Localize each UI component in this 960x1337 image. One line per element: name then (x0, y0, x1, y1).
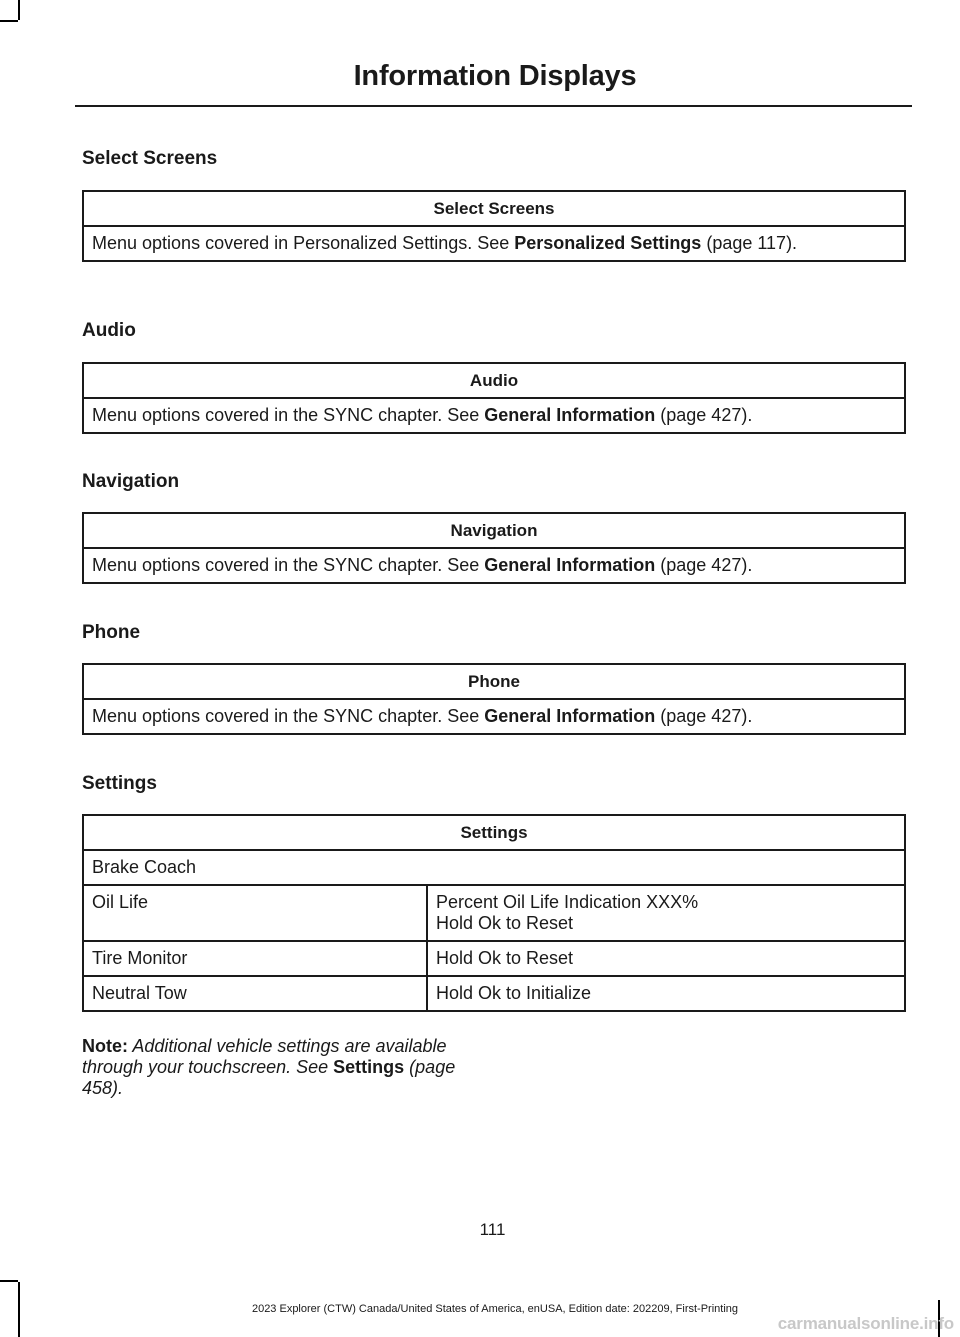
setting-label: Neutral Tow (83, 976, 427, 1011)
table-row: Brake Coach (83, 850, 905, 885)
select-screens-table (82, 190, 906, 262)
crop-mark (0, 1280, 18, 1282)
table-row: Menu options covered in the SYNC chapter. See General Information (page 427). (83, 699, 905, 734)
table-row (83, 941, 905, 976)
cross-reference-link[interactable]: General Information (484, 706, 656, 726)
table-row (83, 885, 905, 941)
setting-value: Percent Oil Life Indication XXX% Hold Ok to Reset (427, 885, 905, 941)
note-label: Note: (82, 1036, 128, 1056)
page-title: Information Displays (353, 60, 637, 92)
navigation-table (82, 512, 906, 584)
cross-reference-link[interactable]: Settings (333, 1057, 405, 1077)
table-row: Menu options covered in the SYNC chapter. See General Information (page 427). (83, 398, 905, 433)
note-paragraph: Note: Additional vehicle settings are available through your touchscreen. See Settings (page 458). (82, 1036, 456, 1098)
table-title: Select Screens (83, 191, 905, 226)
crop-mark (0, 20, 18, 22)
section-heading-navigation: Navigation (82, 471, 180, 492)
cross-reference-link[interactable]: Personalized Settings (514, 233, 702, 253)
header-divider (75, 105, 912, 107)
settings-table (82, 814, 906, 1012)
audio-table (82, 362, 906, 434)
cross-reference-link[interactable]: General Information (484, 405, 656, 425)
phone-table (82, 663, 906, 735)
crop-mark (18, 0, 20, 20)
table-title: Phone (83, 664, 905, 699)
setting-value: Hold Ok to Reset (427, 941, 905, 976)
page-number: 111 (479, 1220, 506, 1239)
section-heading-settings: Settings (82, 773, 157, 794)
section-heading-audio: Audio (82, 320, 136, 341)
table-row: Menu options covered in the SYNC chapter. See General Information (page 427). (83, 548, 905, 583)
section-heading-select-screens: Select Screens (82, 148, 218, 169)
section-heading-phone: Phone (82, 622, 141, 643)
setting-label: Tire Monitor (83, 941, 427, 976)
footer-text: 2023 Explorer (CTW) Canada/United States of America, enUSA, Edition date: 202209, First-Printing (251, 1303, 739, 1315)
table-title: Audio (83, 363, 905, 398)
table-row (83, 976, 905, 1011)
cross-reference-link[interactable]: General Information (484, 555, 656, 575)
watermark: carmanualsonline.info (777, 1314, 954, 1333)
table-title: Navigation (83, 513, 905, 548)
table-title: Settings (83, 815, 905, 850)
setting-label: Oil Life (83, 885, 427, 941)
setting-value: Hold Ok to Initialize (427, 976, 905, 1011)
table-row: Menu options covered in Personalized Settings. See Personalized Settings (page 117). (83, 226, 905, 261)
